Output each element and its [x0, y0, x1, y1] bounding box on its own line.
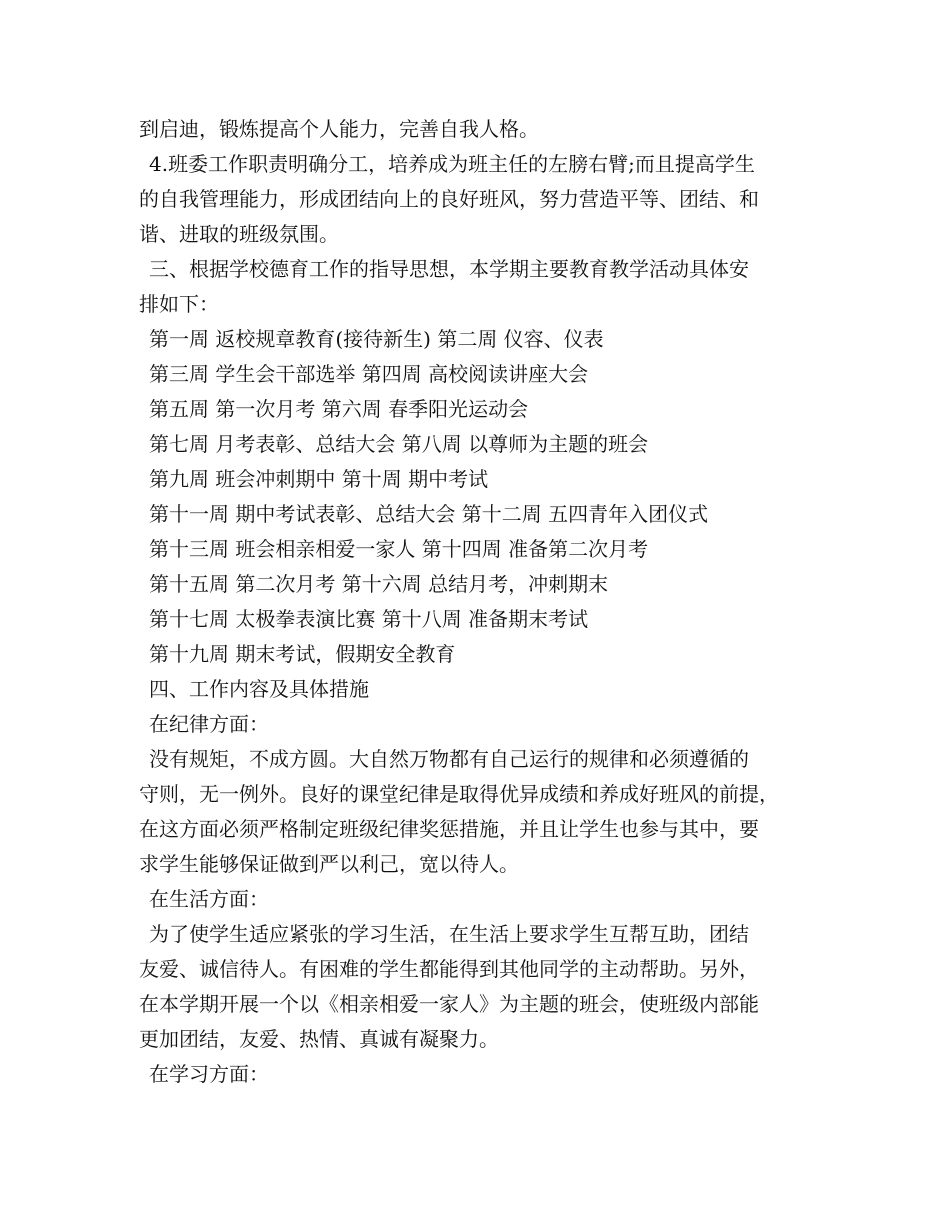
- text-line: 第十三周 班会相亲相爱一家人 第十四周 准备第二次月考: [149, 537, 649, 561]
- document-body: [139, 112, 829, 1092]
- text-line: 四、工作内容及具体措施: [149, 677, 369, 701]
- text-line: 友爱、诚信待人。有困难的学生都能得到其他同学的主动帮助。另外，: [139, 957, 759, 981]
- text-line: 排如下：: [139, 292, 219, 316]
- text-line: 第五周 第一次月考 第六周 春季阳光运动会: [149, 397, 529, 421]
- text-line: 求学生能够保证做到严以利己，宽以待人。: [139, 852, 519, 876]
- text-line: 第一周 返校规章教育(接待新生) 第二周 仪容、仪表: [149, 327, 604, 351]
- text-line: 在生活方面：: [149, 887, 269, 911]
- text-line: 第三周 学生会干部选举 第四周 高校阅读讲座大会: [149, 362, 589, 386]
- text-line: 没有规矩，不成方圆。大自然万物都有自己运行的规律和必须遵循的: [149, 747, 749, 771]
- text-line: 第十五周 第二次月考 第十六周 总结月考，冲刺期末: [149, 572, 609, 596]
- text-line: 的自我管理能力，形成团结向上的良好班风，努力营造平等、团结、和: [139, 187, 759, 211]
- text-line: 第九周 班会冲刺期中 第十周 期中考试: [149, 467, 489, 491]
- text-line: 第十九周 期末考试，假期安全教育: [149, 642, 456, 666]
- text-line: 到启迪，锻炼提高个人能力，完善自我人格。: [139, 117, 539, 141]
- text-line: 第十七周 太极拳表演比赛 第十八周 准备期末考试: [149, 607, 589, 631]
- text-line: 三、根据学校德育工作的指导思想，本学期主要教育教学活动具体安: [149, 257, 749, 281]
- text-line: 谐、进取的班级氛围。: [139, 222, 339, 246]
- text-line: 为了使学生适应紧张的学习生活，在生活上要求学生互帮互助，团结: [149, 922, 749, 946]
- text-line: 在这方面必须严格制定班级纪律奖惩措施，并且让学生也参与其中，要: [139, 817, 759, 841]
- text-line: 在本学期开展一个以《相亲相爱一家人》为主题的班会，使班级内部能: [139, 992, 759, 1016]
- text-line: 在学习方面：: [149, 1062, 269, 1086]
- text-line: 在纪律方面：: [149, 712, 269, 736]
- text-line: 4.班委工作职责明确分工，培养成为班主任的左膀右臂;而且提高学生: [149, 152, 755, 176]
- text-line: 第十一周 期中考试表彰、总结大会 第十二周 五四青年入团仪式: [149, 502, 709, 526]
- text-line: 第七周 月考表彰、总结大会 第八周 以尊师为主题的班会: [149, 432, 649, 456]
- text-line: 守则，无一例外。良好的课堂纪律是取得优异成绩和养成好班风的前提，: [139, 782, 779, 806]
- text-line: 更加团结，友爱、热情、真诚有凝聚力。: [139, 1027, 499, 1051]
